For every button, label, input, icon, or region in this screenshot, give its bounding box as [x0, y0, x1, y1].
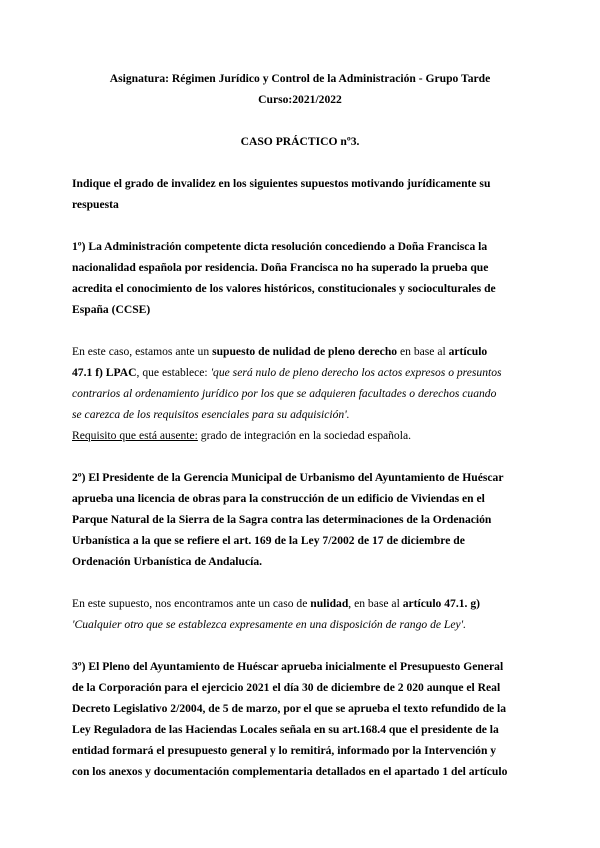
case1-answer-nullity: supuesto de nulidad de pleno derecho [212, 345, 398, 358]
subject-line: Asignatura: Régimen Jurídico y Control de la Administración - Grupo Tarde [109, 72, 491, 85]
course-line: Curso:2021/2022 [258, 93, 342, 106]
case2-line-4: Urbanística a la que se refiere el art. 169 de la Ley 7/2002 de 17 de diciembre de [72, 534, 465, 547]
case1-answer-line-5 [72, 429, 411, 443]
case1-answer-lpac: 47.1 f) LPAC [72, 366, 137, 379]
case2-line-5: Ordenación Urbanística de Andalucía. [72, 555, 263, 568]
case1-missing-requirement: grado de integración en la sociedad española. [197, 429, 411, 442]
case3-line-4: Ley Reguladora de las Haciendas Locales señala en su art.168.4 que el presidente de la [72, 723, 499, 736]
case1-line-4: España (CCSE) [72, 303, 151, 316]
case3-line-3: Decreto Legislativo 2/2004, de 5 de marzo, por el que se aprueba el texto refundido de la [72, 702, 507, 715]
case1-answer-article: artículo [448, 345, 488, 358]
case1-line-1: 1º) La Administración competente dicta resolución concediendo a Doña Francisca la [72, 240, 488, 253]
case3-line-2: de la Corporación para el ejercicio 2021 el día 30 de diciembre de 2 020 aunque el Real [72, 681, 501, 694]
page-title: CASO PRÁCTICO nº3. [240, 135, 360, 148]
case3-line-5: entidad formará el presupuesto general y lo remitirá, informado por la Intervención y [72, 744, 497, 757]
case2-answer-nullity: nulidad [310, 597, 349, 610]
case1-answer-text: en base al [397, 345, 449, 358]
case1-answer-line-1 [72, 345, 487, 359]
case1-answer-text: , que establece: [136, 366, 211, 379]
case1-answer-text: En este caso, estamos ante un [72, 345, 213, 358]
case2-answer-article: artículo 47.1. g) [402, 597, 480, 610]
case2-line-2: aprueba una licencia de obras para la construcción de un edificio de Viviendas en el [72, 492, 485, 505]
case1-answer-quote: 'que será nulo de pleno derecho los actos expresos o presuntos [210, 366, 502, 379]
case3-line-1: 3º) El Pleno del Ayuntamiento de Huéscar aprueba inicialmente el Presupuesto General [72, 660, 504, 673]
case2-line-3: Parque Natural de la Sierra de la Sagra contra las determinaciones de la Ordenación [72, 513, 492, 526]
case2-answer-line-1 [72, 597, 480, 611]
case1-line-2: nacionalidad española por residencia. Doña Francisca no ha superado la prueba que [72, 261, 489, 274]
case2-answer-text: , en base al [348, 597, 403, 610]
case3-line-6: con los anexos y documentación complementaria detallados en el apartado 1 del artículo [72, 765, 508, 778]
case2-answer-line-2: 'Cualquier otro que se establezca expresamente en una disposición de rango de Ley'. [72, 618, 467, 631]
case1-answer-line-2 [72, 366, 502, 380]
instructions-line-1: Indique el grado de invalidez en los siguientes supuestos motivando jurídicamente su [72, 177, 491, 190]
case1-missing-requirement-label: Requisito que está ausente: [72, 429, 198, 442]
case1-answer-line-3: contrarios al ordenamiento jurídico por los que se adquieren facultades o derechos cuando [72, 387, 497, 400]
case2-answer-text: En este supuesto, nos encontramos ante un caso de [72, 597, 311, 610]
case1-answer-line-4: se carezca de los requisitos esenciales para su adquisición'. [72, 408, 350, 421]
case1-line-3: acredita el conocimiento de los valores históricos, constitucionales y socioculturales de [72, 282, 496, 295]
case2-line-1: 2º) El Presidente de la Gerencia Municipal de Urbanismo del Ayuntamiento de Huéscar [72, 471, 504, 484]
instructions-line-2: respuesta [72, 198, 119, 211]
